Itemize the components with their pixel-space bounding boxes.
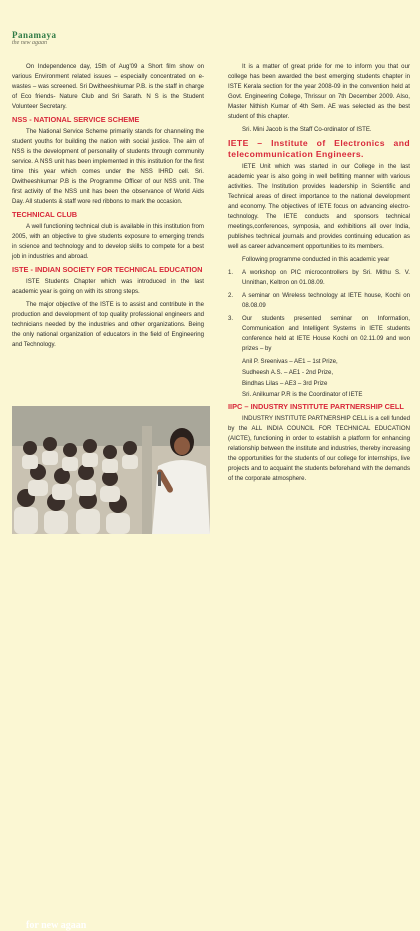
students-photo: [12, 406, 210, 931]
iete-paragraph: IETE Unit which was started in our College in the last academic year is also going in well befitting manner with various activities. The Institution provides leadership in Scientific and Technical areas of direct importance to the national development and economy. The objectives of IETE focus on advancing electro-technology. The IETE conducts and sponsors technical meetings,conferences, symposia, and exhibitions all over India, publishes technical journals and provides continuing education as well as career advancement opportunities to its members.: [228, 163, 410, 250]
env-paragraph: On Independence day, 15th of Aug'09 a Short film show on various Environment related issues – especially concentrated on e-wastes – was screened. Sri Dwitheeshkumar P.B. is the staff in charge of Eco friends- Nature Club and Sri Sarath. N S is the Student Volunteer Secretary.: [12, 63, 204, 110]
iete-heading: IETE – Institute of Electronics and telecommunication Engineers.: [228, 138, 410, 159]
iste-paragraph-1: ISTE Students Chapter which was introduced in the last academic year is going on with its strong steps.: [12, 278, 204, 295]
winner-1: Anil P. Sreenivas – AE1 – 1st Prize,: [242, 358, 338, 365]
list-item: [228, 268, 410, 288]
list-item-text: A seminar on Wireless technology at IETE house, Kochi on 08.08.09: [242, 292, 410, 309]
list-item-number: 3.: [228, 315, 234, 322]
iete-coordinator: Sri. Anilkumar P.R is the Coordinator of IETE: [242, 391, 363, 398]
programme-list: [228, 268, 410, 354]
students-photo-illustration: [12, 406, 210, 534]
nss-heading: NSS - NATIONAL SERVICE SCHEME: [12, 115, 140, 124]
iste-coordinator: Sri. Mini Jacob is the Staff Co-ordinator of ISTE.: [242, 126, 372, 133]
list-item-text: Our students presented seminar on Information, Communication and Intelligent Systems in IETE students conference held at IETE House Kochi on 02.11.09 and won prizes – by: [242, 315, 410, 352]
iste-award-paragraph: It is a matter of great pride for me to inform you that our college has been awarded the best emerging students chapter in ISTE Kerala section for the year 2008-09 in the convention held at Govt. Engineering College, Thrissur on 7th December 2009. Also, Master Nithish Kumar of 4th Sem. AE was selected as the best student of this chapter.: [228, 63, 410, 120]
list-item: [228, 314, 410, 354]
iste-heading: ISTE - INDIAN SOCIETY FOR TECHNICAL EDUCATION: [12, 265, 203, 274]
winner-2: Sudheesh A.S. – AE1 - 2nd Prize,: [242, 369, 334, 376]
tech-club-heading: TECHNICAL CLUB: [12, 210, 78, 219]
masthead: [12, 31, 57, 47]
brand-logo: Panamaya: [12, 30, 57, 40]
list-item-text: A workshop on PIC microcontrollers by Sri. Mithu S. V. Unnithan, Keltron on 01.08.09.: [242, 269, 410, 286]
programme-intro: Following programme conducted in this academic year: [242, 256, 390, 263]
brand-tagline: the new agaan: [12, 40, 47, 46]
iste-paragraph-2: The major objective of the ISTE is to assist and contribute in the production and development of top quality professional engineers and technicians needed by the industries and other organizations. Being the only national organization of educators in the field of Engineering and Technology.: [12, 301, 204, 348]
list-item: [228, 291, 410, 311]
tech-club-paragraph: A well functioning technical club is available in this institution from 2005, with an objective to give students exposure to emerging trends in science and technology and to develop skills to compete for a best job in industries and abroad.: [12, 223, 204, 260]
iipc-paragraph: INDUSTRY INSTITUTE PARTNERSHIP CELL is a cell funded by the ALL INDIA COUNCIL FOR TECHNICAL EDUCATION (AICTE), functioning in order to establish a platform for enhancing relationship between the institute and industries, thereby increasing the opportunities for the students of our college for internships, live projects and to acquaint the students beforehand with the demands of the corporate atmosphere.: [228, 415, 410, 482]
left-column: [12, 62, 204, 353]
list-item-number: 2.: [228, 292, 234, 299]
nss-paragraph: The National Service Scheme primarily stands for channeling the student youths for building the nation with social justice. The aim of NSS is the development of personality of students through community service. A NSS unit has been implemented in this institution for the first time this year which comes under the NSS IHRD cell. Sri. Dwitheeshkumar P.B is the Programme Officer of our NSS unit. The first activity of the NSS unit has been the observance of World Aids Day. All students & staff wore red ribbons to mark the occasion.: [12, 128, 204, 205]
right-column: [228, 62, 410, 487]
iipc-heading: IIPC – INDUSTRY INSTITUTE PARTNERSHIP CELL: [228, 402, 404, 411]
photo-caption: for new agaan: [26, 920, 87, 931]
winner-3: Bindhas Lilas – AE3 – 3rd Prize: [242, 380, 328, 387]
list-item-number: 1.: [228, 269, 234, 276]
